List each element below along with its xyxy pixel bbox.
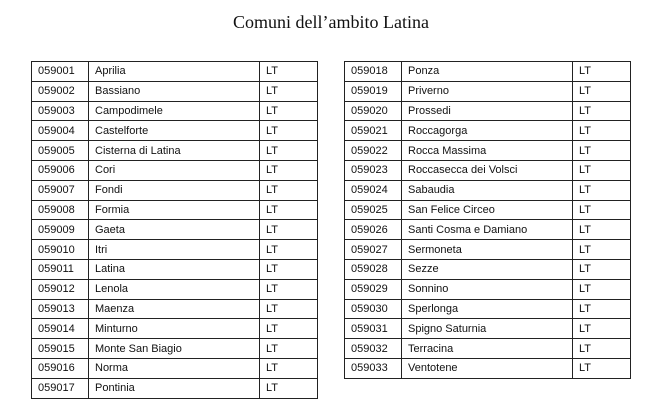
table-row (32, 279, 318, 299)
province-cell: LT (573, 299, 631, 319)
table-row (32, 259, 318, 279)
istat-code-cell: 059016 (32, 358, 89, 378)
table-row (345, 200, 631, 220)
province-cell: LT (260, 101, 318, 121)
province-cell: LT (260, 200, 318, 220)
comune-name-cell: Formia (89, 200, 260, 220)
province-cell: LT (260, 299, 318, 319)
istat-code-cell: 059033 (345, 358, 402, 378)
istat-code-cell: 059031 (345, 319, 402, 339)
comune-name-cell: Cori (89, 160, 260, 180)
page-title: Comuni dell’ambito Latina (233, 12, 429, 32)
comune-name-cell: Roccasecca dei Volsci (402, 160, 573, 180)
province-cell: LT (260, 180, 318, 200)
comune-name-cell: San Felice Circeo (402, 200, 573, 220)
table-row (32, 81, 318, 101)
istat-code-cell: 059025 (345, 200, 402, 220)
table-row (345, 141, 631, 161)
province-cell: LT (260, 220, 318, 240)
province-cell: LT (260, 121, 318, 141)
istat-code-cell: 059029 (345, 279, 402, 299)
istat-code-cell: 059006 (32, 160, 89, 180)
istat-code-cell: 059019 (345, 81, 402, 101)
comune-name-cell: Roccagorga (402, 121, 573, 141)
comune-name-cell: Sperlonga (402, 299, 573, 319)
table-row (345, 240, 631, 260)
comune-name-cell: Ponza (402, 62, 573, 82)
comuni-table-right (344, 61, 631, 379)
table-row (32, 101, 318, 121)
comune-name-cell: Fondi (89, 180, 260, 200)
table-row (32, 200, 318, 220)
province-cell: LT (573, 121, 631, 141)
table-row (32, 141, 318, 161)
comune-name-cell: Itri (89, 240, 260, 260)
istat-code-cell: 059032 (345, 339, 402, 359)
table-row (345, 180, 631, 200)
comune-name-cell: Lenola (89, 279, 260, 299)
comune-name-cell: Gaeta (89, 220, 260, 240)
province-cell: LT (260, 240, 318, 260)
istat-code-cell: 059012 (32, 279, 89, 299)
istat-code-cell: 059015 (32, 339, 89, 359)
province-cell: LT (573, 279, 631, 299)
table-row (345, 62, 631, 82)
table-row (32, 160, 318, 180)
istat-code-cell: 059030 (345, 299, 402, 319)
province-cell: LT (573, 141, 631, 161)
province-cell: LT (573, 319, 631, 339)
province-cell: LT (573, 240, 631, 260)
comune-name-cell: Sabaudia (402, 180, 573, 200)
province-cell: LT (573, 101, 631, 121)
comune-name-cell: Norma (89, 358, 260, 378)
table-row (345, 220, 631, 240)
table-row (345, 279, 631, 299)
istat-code-cell: 059003 (32, 101, 89, 121)
comune-name-cell: Minturno (89, 319, 260, 339)
table-row (32, 358, 318, 378)
table-row (32, 220, 318, 240)
comune-name-cell: Campodimele (89, 101, 260, 121)
table-row (345, 299, 631, 319)
istat-code-cell: 059004 (32, 121, 89, 141)
table-row (32, 378, 318, 398)
table-row (32, 339, 318, 359)
province-cell: LT (573, 81, 631, 101)
province-cell: LT (260, 319, 318, 339)
province-cell: LT (260, 141, 318, 161)
istat-code-cell: 059007 (32, 180, 89, 200)
comune-name-cell: Maenza (89, 299, 260, 319)
table-row (345, 101, 631, 121)
province-cell: LT (260, 259, 318, 279)
province-cell: LT (573, 200, 631, 220)
table-row (32, 62, 318, 82)
istat-code-cell: 059008 (32, 200, 89, 220)
province-cell: LT (573, 160, 631, 180)
istat-code-cell: 059002 (32, 81, 89, 101)
comune-name-cell: Sermoneta (402, 240, 573, 260)
comune-name-cell: Cisterna di Latina (89, 141, 260, 161)
comune-name-cell: Rocca Massima (402, 141, 573, 161)
table-row (32, 319, 318, 339)
comune-name-cell: Santi Cosma e Damiano (402, 220, 573, 240)
comune-name-cell: Prossedi (402, 101, 573, 121)
istat-code-cell: 059021 (345, 121, 402, 141)
table-row (345, 339, 631, 359)
province-cell: LT (573, 339, 631, 359)
comune-name-cell: Ventotene (402, 358, 573, 378)
istat-code-cell: 059009 (32, 220, 89, 240)
comune-name-cell: Monte San Biagio (89, 339, 260, 359)
province-cell: LT (260, 339, 318, 359)
province-cell: LT (573, 259, 631, 279)
istat-code-cell: 059014 (32, 319, 89, 339)
province-cell: LT (573, 358, 631, 378)
istat-code-cell: 059024 (345, 180, 402, 200)
province-cell: LT (260, 378, 318, 398)
table-row (345, 160, 631, 180)
comune-name-cell: Sezze (402, 259, 573, 279)
istat-code-cell: 059011 (32, 259, 89, 279)
comune-name-cell: Priverno (402, 81, 573, 101)
province-cell: LT (260, 279, 318, 299)
table-row (32, 240, 318, 260)
istat-code-cell: 059017 (32, 378, 89, 398)
istat-code-cell: 059020 (345, 101, 402, 121)
table-row (32, 121, 318, 141)
table-row (345, 319, 631, 339)
istat-code-cell: 059005 (32, 141, 89, 161)
province-cell: LT (260, 81, 318, 101)
comune-name-cell: Castelforte (89, 121, 260, 141)
comune-name-cell: Spigno Saturnia (402, 319, 573, 339)
province-cell: LT (573, 180, 631, 200)
istat-code-cell: 059022 (345, 141, 402, 161)
istat-code-cell: 059028 (345, 259, 402, 279)
istat-code-cell: 059010 (32, 240, 89, 260)
province-cell: LT (260, 62, 318, 82)
table-row (345, 121, 631, 141)
comune-name-cell: Aprilia (89, 62, 260, 82)
istat-code-cell: 059013 (32, 299, 89, 319)
istat-code-cell: 059026 (345, 220, 402, 240)
comune-name-cell: Bassiano (89, 81, 260, 101)
province-cell: LT (260, 160, 318, 180)
comuni-table-left (31, 61, 318, 399)
table-row (32, 299, 318, 319)
comune-name-cell: Latina (89, 259, 260, 279)
province-cell: LT (573, 220, 631, 240)
comune-name-cell: Sonnino (402, 279, 573, 299)
istat-code-cell: 059018 (345, 62, 402, 82)
istat-code-cell: 059001 (32, 62, 89, 82)
province-cell: LT (260, 358, 318, 378)
istat-code-cell: 059023 (345, 160, 402, 180)
comune-name-cell: Pontinia (89, 378, 260, 398)
table-row (32, 180, 318, 200)
province-cell: LT (573, 62, 631, 82)
table-row (345, 259, 631, 279)
table-row (345, 81, 631, 101)
istat-code-cell: 059027 (345, 240, 402, 260)
table-row (345, 358, 631, 378)
comune-name-cell: Terracina (402, 339, 573, 359)
